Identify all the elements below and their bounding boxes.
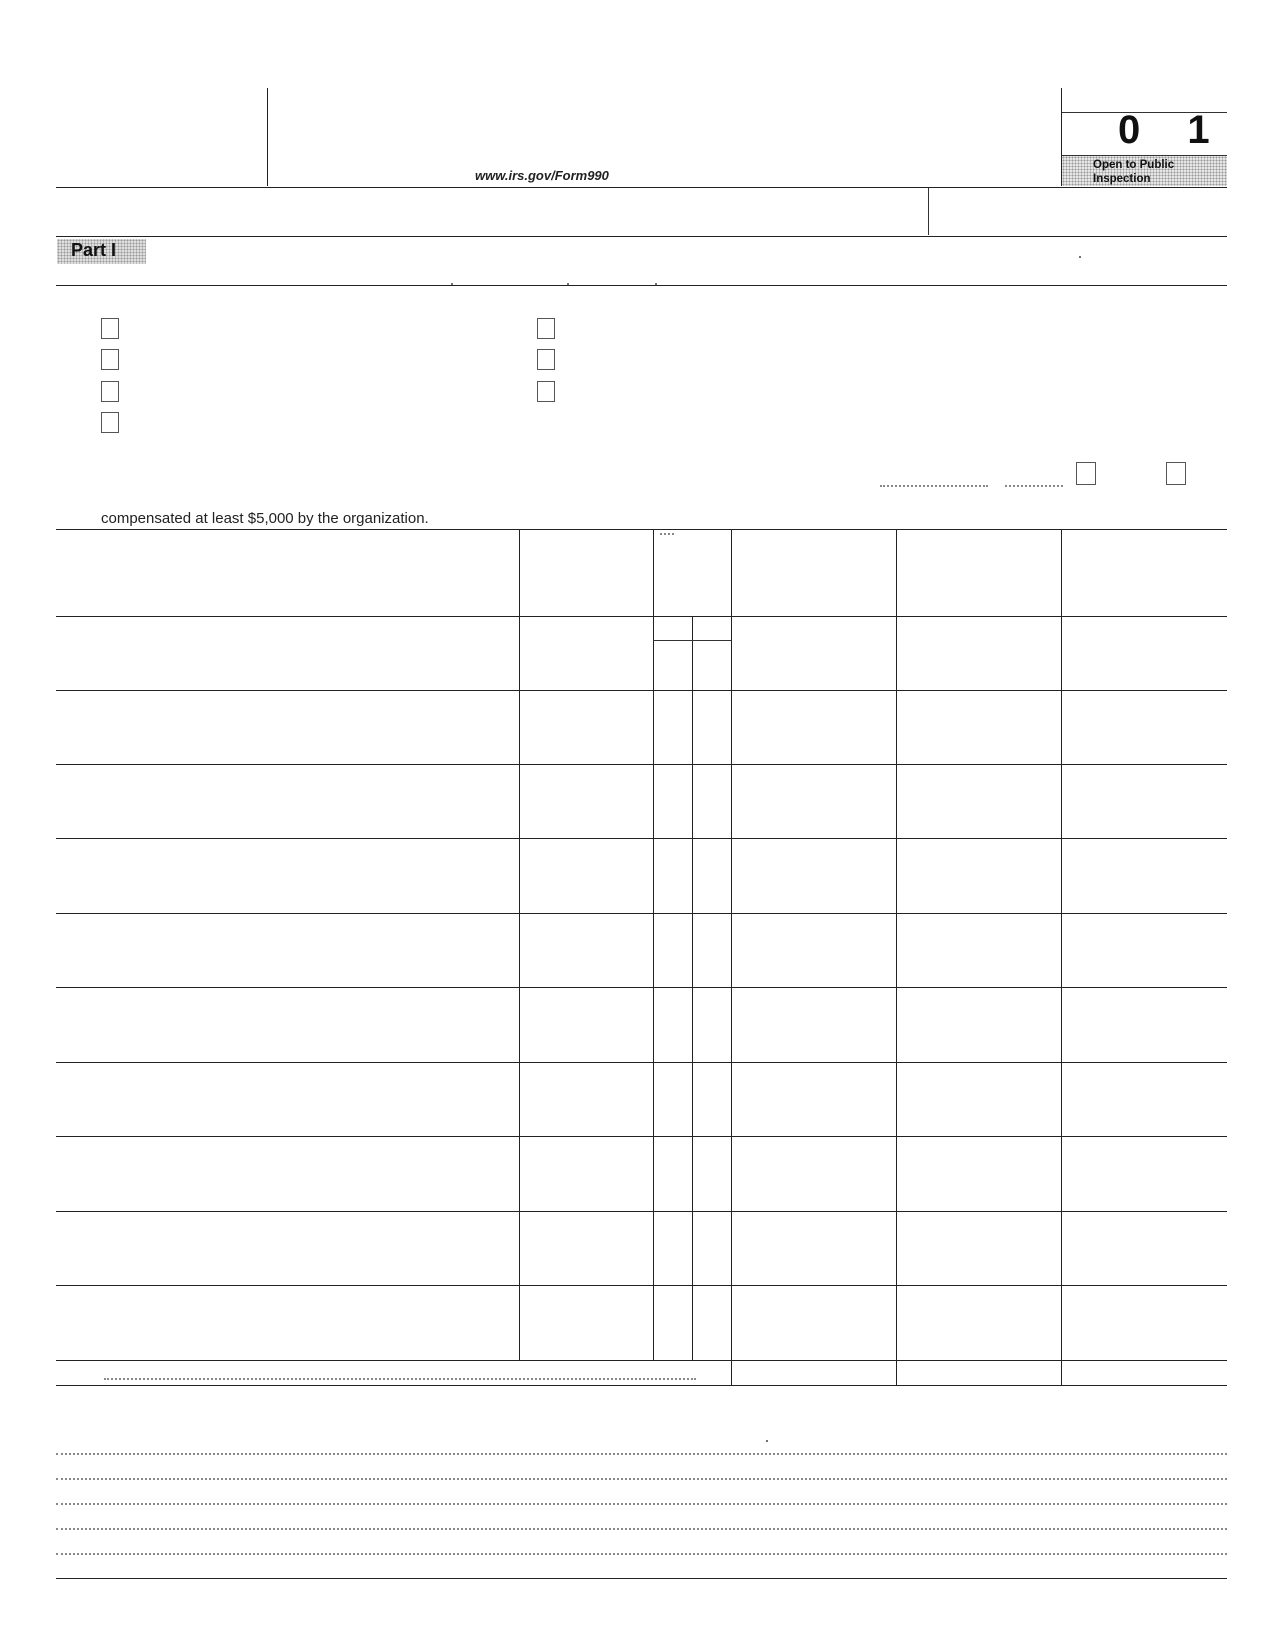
table-top-line <box>56 529 1227 530</box>
tick-mark-1 <box>451 283 453 285</box>
row-line-8 <box>56 1211 1227 1212</box>
col-line-2 <box>653 529 654 1360</box>
part-line-mark <box>1079 256 1081 258</box>
tick-mark-3 <box>655 283 657 285</box>
explanation-line-2 <box>56 1478 1227 1480</box>
part-label: Part I <box>71 240 117 260</box>
open-to-public-label: Open to Public Inspection <box>1093 159 1175 185</box>
row-line-4 <box>56 913 1227 914</box>
explanation-line-5 <box>56 1553 1227 1555</box>
total-leader-dots <box>104 1378 696 1380</box>
col-line-4 <box>731 529 732 1385</box>
part-bottom-line <box>56 285 1227 286</box>
footer-line <box>56 1578 1227 1579</box>
explanation-line-3 <box>56 1503 1227 1505</box>
name-row-bottom-line <box>56 236 1227 237</box>
checkbox-left-1[interactable] <box>101 318 119 339</box>
row-line-7 <box>56 1136 1227 1137</box>
tick-mark-2 <box>567 283 569 285</box>
checkbox-left-2[interactable] <box>101 349 119 370</box>
col-line-3 <box>692 616 693 1360</box>
compensated-text: compensated at least $5,000 by the organization. <box>101 510 429 527</box>
no-checkbox[interactable] <box>1166 462 1186 485</box>
status-header-mark <box>660 533 674 535</box>
row-line-9 <box>56 1285 1227 1286</box>
form-url: www.irs.gov/Form990 <box>475 168 609 183</box>
row-line-1 <box>56 690 1227 691</box>
row-line-2 <box>56 764 1227 765</box>
row-line-6 <box>56 1062 1227 1063</box>
checkbox-right-1[interactable] <box>537 318 555 339</box>
row-line-5 <box>56 987 1227 988</box>
explanation-mark <box>766 1440 768 1442</box>
col-line-5 <box>896 529 897 1385</box>
question-leader-dots-2 <box>1005 485 1063 487</box>
tax-year: 0 1 <box>1118 108 1228 152</box>
checkbox-left-3[interactable] <box>101 381 119 402</box>
table-header-bottom-line <box>56 616 1227 617</box>
yes-checkbox[interactable] <box>1076 462 1096 485</box>
question-leader-dots-1 <box>880 485 988 487</box>
checkbox-right-3[interactable] <box>537 381 555 402</box>
explanation-line-4 <box>56 1528 1227 1530</box>
name-ein-divider <box>928 188 929 235</box>
total-row-bottom-line <box>56 1385 1227 1386</box>
col-line-6 <box>1061 529 1062 1385</box>
header-bottom-line <box>56 187 1227 188</box>
checkbox-right-2[interactable] <box>537 349 555 370</box>
checkbox-left-4[interactable] <box>101 412 119 433</box>
row-line-3 <box>56 838 1227 839</box>
status-subheader-line <box>653 640 731 641</box>
header-divider-left <box>267 88 268 186</box>
col-line-1 <box>519 529 520 1360</box>
explanation-line-1 <box>56 1453 1227 1455</box>
row-line-10 <box>56 1360 1227 1361</box>
